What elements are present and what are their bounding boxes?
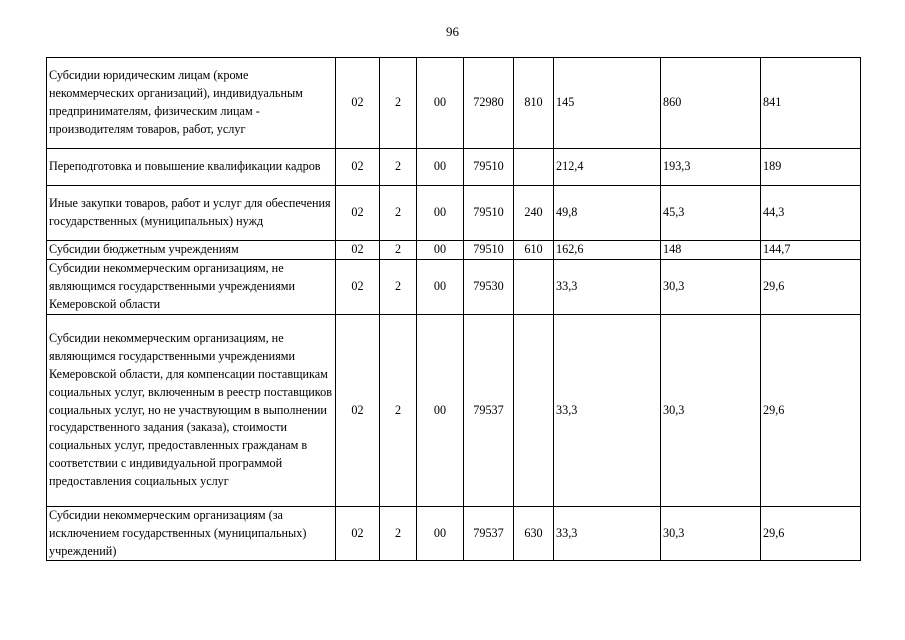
cell-expense-type: 630 bbox=[514, 507, 554, 561]
cell-value-2: 860 bbox=[661, 58, 761, 149]
cell-value-3: 29,6 bbox=[761, 507, 861, 561]
table-row bbox=[47, 507, 861, 561]
cell-code: 79510 bbox=[464, 186, 514, 241]
cell-value-1: 33,3 bbox=[554, 260, 661, 315]
cell-value-1: 145 bbox=[554, 58, 661, 149]
table-row bbox=[47, 315, 861, 507]
budget-table bbox=[46, 57, 861, 561]
cell-section: 02 bbox=[336, 58, 380, 149]
table-row bbox=[47, 149, 861, 186]
cell-section: 02 bbox=[336, 149, 380, 186]
cell-value-1: 33,3 bbox=[554, 507, 661, 561]
cell-code: 79537 bbox=[464, 315, 514, 507]
cell-value-3: 29,6 bbox=[761, 315, 861, 507]
cell-value-2: 45,3 bbox=[661, 186, 761, 241]
cell-value-2: 30,3 bbox=[661, 260, 761, 315]
cell-value-3: 29,6 bbox=[761, 260, 861, 315]
cell-section: 02 bbox=[336, 507, 380, 561]
cell-subsection: 2 bbox=[380, 315, 417, 507]
cell-value-1: 162,6 bbox=[554, 241, 661, 260]
cell-section: 02 bbox=[336, 315, 380, 507]
cell-value-2: 30,3 bbox=[661, 507, 761, 561]
table-row bbox=[47, 186, 861, 241]
cell-expense-type: 240 bbox=[514, 186, 554, 241]
cell-subsection: 2 bbox=[380, 507, 417, 561]
cell-program: 00 bbox=[417, 507, 464, 561]
cell-subsection: 2 bbox=[380, 58, 417, 149]
row-name: Субсидии юридическим лицам (кроме некоммерческих организаций), индивидуальным предпринимателям, физическим лицам - производителям товаров, работ, услуг bbox=[47, 58, 336, 149]
cell-program: 00 bbox=[417, 241, 464, 260]
cell-code: 79510 bbox=[464, 149, 514, 186]
cell-value-2: 148 bbox=[661, 241, 761, 260]
cell-code: 72980 bbox=[464, 58, 514, 149]
table-row bbox=[47, 260, 861, 315]
cell-section: 02 bbox=[336, 260, 380, 315]
cell-code: 79530 bbox=[464, 260, 514, 315]
row-name: Субсидии бюджетным учреждениям bbox=[47, 241, 336, 260]
cell-code: 79510 bbox=[464, 241, 514, 260]
cell-value-3: 189 bbox=[761, 149, 861, 186]
row-name: Иные закупки товаров, работ и услуг для обеспечения государственных (муниципальных) нужд bbox=[47, 186, 336, 241]
table-row bbox=[47, 58, 861, 149]
cell-value-3: 44,3 bbox=[761, 186, 861, 241]
cell-subsection: 2 bbox=[380, 149, 417, 186]
row-name: Переподготовка и повышение квалификации кадров bbox=[47, 149, 336, 186]
cell-program: 00 bbox=[417, 186, 464, 241]
cell-expense-type: 810 bbox=[514, 58, 554, 149]
cell-value-2: 30,3 bbox=[661, 315, 761, 507]
table-row bbox=[47, 241, 861, 260]
page-number: 96 bbox=[446, 24, 459, 39]
cell-program: 00 bbox=[417, 149, 464, 186]
cell-section: 02 bbox=[336, 186, 380, 241]
cell-program: 00 bbox=[417, 315, 464, 507]
cell-expense-type bbox=[514, 315, 554, 507]
cell-value-1: 33,3 bbox=[554, 315, 661, 507]
cell-expense-type: 610 bbox=[514, 241, 554, 260]
cell-section: 02 bbox=[336, 241, 380, 260]
row-name: Субсидии некоммерческим организациям, не являющимся государственными учреждениями Кемеровской области, для компенсации поставщикам социальных услуг, включенным в реестр поставщиков социальных услуг, но не участвующим в выполнении государственного задания (заказа), стоимости социальных услуг, предоставленных гражданам в соответствии с индивидуальной программой предоставления социальных услуг bbox=[47, 315, 336, 507]
cell-expense-type bbox=[514, 260, 554, 315]
row-name: Субсидии некоммерческим организациям, не являющимся государственными учреждениями Кемеровской области bbox=[47, 260, 336, 315]
cell-subsection: 2 bbox=[380, 186, 417, 241]
cell-subsection: 2 bbox=[380, 241, 417, 260]
cell-value-1: 212,4 bbox=[554, 149, 661, 186]
cell-value-2: 193,3 bbox=[661, 149, 761, 186]
row-name: Субсидии некоммерческим организациям (за исключением государственных (муниципальных) учреждений) bbox=[47, 507, 336, 561]
cell-subsection: 2 bbox=[380, 260, 417, 315]
cell-value-3: 841 bbox=[761, 58, 861, 149]
cell-value-3: 144,7 bbox=[761, 241, 861, 260]
cell-expense-type bbox=[514, 149, 554, 186]
cell-program: 00 bbox=[417, 58, 464, 149]
cell-program: 00 bbox=[417, 260, 464, 315]
cell-code: 79537 bbox=[464, 507, 514, 561]
cell-value-1: 49,8 bbox=[554, 186, 661, 241]
